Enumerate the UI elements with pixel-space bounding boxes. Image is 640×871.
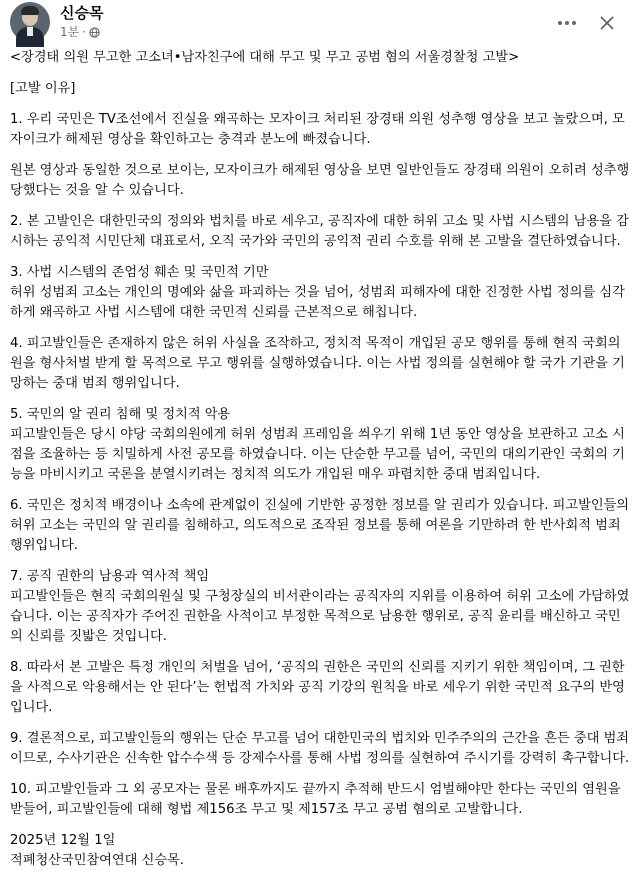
- post-title: <장경태 의원 무고한 고소녀•남자친구에 대해 무고 및 무고 공범 혐의 서울경찰청 고발>: [10, 50, 520, 65]
- more-horizontal-icon: [557, 20, 577, 26]
- post-time[interactable]: 1분: [60, 25, 80, 39]
- separator-dot: ·: [82, 25, 87, 39]
- paragraph-1b: 원본 영상과 동일한 것으로 보이는, 모자이크가 해제된 영상을 보면 일반인들도 장경태 의원이 오히려 성추행 당했다는 것을 알 수 있습니다.: [10, 163, 634, 198]
- post-signature: 적폐청산국민참여연대 신승목.: [10, 853, 184, 868]
- header-actions: [540, 12, 620, 34]
- paragraph-3-heading: 3. 사법 시스템의 존엄성 훼손 및 국민적 기만: [10, 265, 269, 280]
- paragraph-7-heading: 7. 공직 권한의 남용과 역사적 책임: [10, 569, 210, 584]
- avatar[interactable]: [10, 2, 50, 42]
- paragraph-5-body: 피고발인들은 당시 야당 국회의원에게 허위 성범죄 프레임을 씌우기 위해 1년 동안 영상을 보관하고 고소 시점을 조율하는 등 치밀하게 사전 공모를 하였습니다. 이는 단순한 무고를 넘어, 국민의 대의기관인 국회의 기능을 마비시키고 국론을 분열시키려는 정치적 의도가 개입된 매우 파렴치한 중대 범죄입니다.: [10, 427, 625, 482]
- more-options-button[interactable]: [554, 12, 580, 34]
- paragraph-1: 1. 우리 국민은 TV조선에서 진실을 왜곡하는 모자이크 처리된 장경태 의원 성추행 영상을 보고 놀랐으며, 모자이크가 해제된 영상을 확인하고는 충격과 분노에 빠졌습니다.: [10, 112, 625, 147]
- globe-icon[interactable]: [89, 27, 100, 38]
- paragraph-9: 9. 결론적으로, 피고발인들의 행위는 단순 무고를 넘어 대한민국의 법치와 민주주의의 근간을 흔든 중대 범죄이므로, 수사기관은 신속한 압수수색 등 강제수사를 통해 사법 정의를 실현하여 주시기를 강력히 촉구합니다.: [10, 731, 630, 766]
- paragraph-2: 2. 본 고발인은 대한민국의 정의와 법치를 바로 세우고, 공직자에 대한 허위 고소 및 사법 시스템의 남용을 감시하는 공익적 시민단체 대표로서, 오직 국가와 국민의 공익적 권리 수호를 위해 본 고발을 결단하였습니다.: [10, 214, 629, 249]
- paragraph-8: 8. 따라서 본 고발은 특정 개인의 처벌을 넘어, ‘공직의 권한은 국민의 신뢰를 지키기 위한 책임이며, 그 권한을 사적으로 악용해서는 안 된다’는 헌법적 가치와 공직 기강의 원칙을 바로 세우기 위한 국민적 요구의 반영입니다.: [10, 660, 625, 715]
- paragraph-10: 10. 피고발인들과 그 외 공모자는 물론 배후까지도 끝까지 추적해 반드시 엄벌해야만 한다는 국민의 염원을 받들어, 피고발인들에 대해 형법 제156조 무고 및 제157조 무고 공범 혐의로 고발합니다.: [10, 782, 625, 817]
- close-button[interactable]: [594, 12, 620, 34]
- section-heading: [고발 이유]: [10, 81, 76, 96]
- close-icon: [600, 16, 614, 30]
- post-body: [10, 44, 634, 871]
- paragraph-4: 4. 피고발인들은 존재하지 않은 허위 사실을 조작하고, 정치적 목적이 개입된 공모 행위를 통해 현직 국회의원을 형사처벌 받게 할 목적으로 무고 행위를 실행하였습니다. 이는 사법 정의를 실현해야 할 국가 기관을 기망하는 중대 범죄 행위입니다.: [10, 336, 625, 391]
- post-date: 2025년 12월 1일: [10, 833, 116, 848]
- post-header: [10, 0, 630, 44]
- paragraph-7-body: 피고발인들은 현직 국회의원실 및 구청장실의 비서관이라는 공직자의 지위를 이용하여 허위 고소에 가담하였습니다. 이는 공직자가 주어진 권한을 사적이고 부정한 목적으로 남용한 행위로, 공직 윤리를 배신하고 국민의 신뢰를 짓밟은 것입니다.: [10, 589, 630, 644]
- paragraph-6: 6. 국민은 정치적 배경이나 소속에 관계없이 진실에 기반한 공정한 정보를 알 권리가 있습니다. 피고발인들의 허위 고소는 국민의 알 권리를 침해하고, 의도적으로 조작된 정보를 통해 여론을 기만하려 한 반사회적 범죄 행위입니다.: [10, 498, 634, 553]
- paragraph-5-heading: 5. 국민의 알 권리 침해 및 정치적 악용: [10, 407, 231, 422]
- paragraph-3-body: 허위 성범죄 고소는 개인의 명예와 삶을 파괴하는 것을 넘어, 성범죄 피해자에 대한 진정한 사법 정의를 심각하게 왜곡하고 사법 시스템에 대한 국민적 신뢰를 근본적으로 해칩니다.: [10, 285, 625, 320]
- author-name[interactable]: 신승목: [60, 4, 104, 22]
- post-subline: [60, 24, 103, 40]
- post-meta: [60, 4, 103, 40]
